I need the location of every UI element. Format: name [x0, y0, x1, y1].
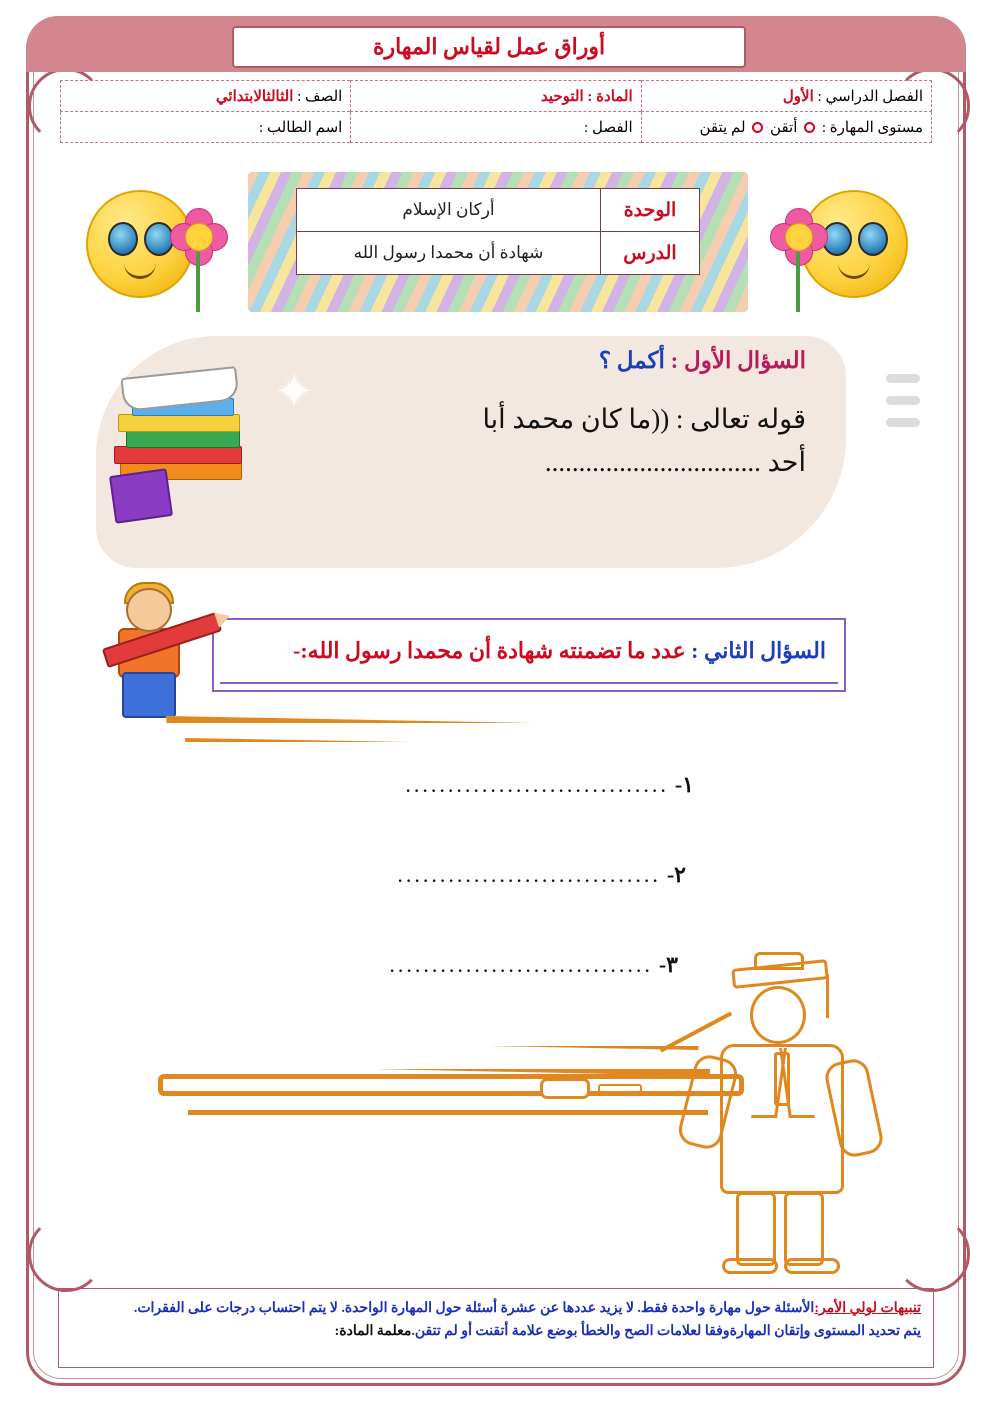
- book-icon: [126, 430, 240, 448]
- flower-core-icon: [785, 223, 813, 251]
- footer-notes: [58, 1288, 934, 1368]
- mouth-icon: [124, 262, 156, 279]
- term-label: الفصل الدراسي :: [817, 88, 923, 105]
- unit-key: الوحدة: [601, 189, 700, 232]
- footer-note-line-1: [71, 1297, 921, 1320]
- footer-note-title: تنبيهات لولي الأمر:: [814, 1301, 921, 1316]
- answer-number-3: ٣-: [658, 952, 678, 977]
- question-2-instruction: عدد ما تضمنته شهادة أن محمدا رسول الله:-: [293, 638, 686, 663]
- header-info-table: [60, 80, 932, 143]
- student-label: اسم الطالب :: [259, 119, 343, 136]
- blackboard: [148, 716, 752, 1136]
- shoe-icon: [722, 1258, 778, 1274]
- radio-not-mastered[interactable]: [752, 122, 763, 133]
- list-item: [174, 862, 694, 888]
- answer-blank-1[interactable]: ................................: [544, 447, 761, 478]
- skill-not-mastered-label: لم يتقن: [699, 119, 746, 136]
- footer-note-line-2: [71, 1320, 921, 1343]
- question-1-instruction: أكمل ؟: [598, 348, 665, 373]
- subject-label: المادة :: [587, 88, 633, 105]
- table-row: [297, 232, 700, 275]
- leg-icon: [736, 1192, 776, 1266]
- footer-note-text-2: يتم تحديد المستوى وإتقان المهارةوفقا لعلامات الصح والخطأ بوضع علامة أتقنت أو لم تتقن.: [411, 1324, 921, 1340]
- question-2-heading: [293, 638, 826, 664]
- skill-level-label: مستوى المهارة :: [821, 119, 923, 136]
- dash-icon: [886, 418, 920, 427]
- class-label: الفصل :: [584, 119, 633, 136]
- answer-number-1: ١-: [674, 772, 694, 797]
- flower-core-icon: [185, 223, 213, 251]
- edge-dashes-decoration: [880, 374, 920, 464]
- student-cell: [61, 112, 351, 143]
- pants-icon: [122, 672, 176, 718]
- flower-icon-right: [770, 208, 826, 264]
- question-1-body: [246, 398, 806, 484]
- grade-cell: [61, 81, 351, 112]
- leg-icon: [784, 1192, 824, 1266]
- skill-mastered-label: أتقن: [770, 119, 798, 136]
- question-1-label: السؤال الأول: [684, 348, 806, 373]
- flower-icon-left: [170, 208, 226, 264]
- answer-blank-q2-2[interactable]: ...............................: [397, 862, 661, 887]
- footer-signature: معلمة المادة:: [334, 1324, 412, 1340]
- table-row: [61, 112, 932, 143]
- lesson-value: شهادة أن محمدا رسول الله: [297, 232, 601, 275]
- list-item: [174, 952, 694, 978]
- book-icon: [114, 446, 242, 464]
- lesson-key: الدرس: [601, 232, 700, 275]
- unit-value: أركان الإسلام: [297, 189, 601, 232]
- chalk-icon: [598, 1084, 642, 1093]
- question-1-separator: :: [664, 348, 685, 373]
- page-title: [232, 26, 746, 68]
- grade-label: الصف :: [297, 88, 343, 105]
- term-cell: [641, 81, 931, 112]
- tassel-icon: [826, 974, 831, 1018]
- dash-icon: [886, 374, 920, 383]
- question-2-label: السؤال الثاني: [703, 638, 826, 663]
- head-icon: [126, 588, 172, 632]
- class-cell: [351, 112, 641, 143]
- subject-value: التوحيد: [540, 88, 584, 105]
- boy-with-pencil-icon: [100, 578, 210, 728]
- eraser-icon: [540, 1078, 590, 1099]
- question-2-separator: :: [685, 638, 704, 663]
- term-value: الأول: [782, 88, 814, 105]
- question-1-heading: [599, 348, 806, 374]
- sparkle-icon: ✦: [274, 366, 314, 417]
- shoe-icon: [784, 1258, 840, 1274]
- tie-icon: [774, 1052, 790, 1106]
- teacher-illustration: [680, 948, 900, 1278]
- radio-mastered[interactable]: [804, 122, 815, 133]
- question-1-line-2: [246, 441, 806, 484]
- book-icon: [118, 414, 240, 432]
- book-stack-icon: [104, 366, 254, 516]
- question-1-line-2-text: أحد: [767, 447, 806, 478]
- blackboard-ledge: [158, 1074, 744, 1096]
- book-icon-purple: [109, 468, 173, 524]
- graduation-cap-top-icon: [754, 952, 804, 970]
- grade-value: الثالثالابتدائي: [215, 88, 294, 105]
- skill-level-cell: [641, 112, 931, 143]
- question-2-panel: [212, 618, 846, 692]
- answer-blank-q2-3[interactable]: ...............................: [389, 952, 653, 977]
- dash-icon: [886, 396, 920, 405]
- answer-number-2: ٢-: [666, 862, 686, 887]
- head-icon: [750, 986, 806, 1044]
- eye-icon: [858, 222, 888, 256]
- blackboard-stand: [188, 1094, 708, 1115]
- subject-cell: [351, 81, 641, 112]
- unit-lesson-table: [296, 188, 700, 275]
- stem-icon: [196, 252, 200, 312]
- stem-icon: [796, 252, 800, 312]
- answer-blank-q2-1[interactable]: ...............................: [405, 772, 669, 797]
- list-item: [174, 772, 694, 798]
- eye-icon: [108, 222, 138, 256]
- question-1-line-1: قوله تعالى : ((ما كان محمد أبا: [482, 404, 806, 434]
- answer-lines: [174, 772, 694, 1042]
- table-row: [297, 189, 700, 232]
- mouth-icon: [838, 262, 870, 279]
- page-title-text: أوراق عمل لقياس المهارة: [372, 34, 606, 59]
- footer-note-text-1: الأسئلة حول مهارة واحدة فقط. لا يزيد عددها عن عشرة أسئلة حول المهارة الواحدة. لا يتم احتساب درجات على الفقرات.: [133, 1301, 815, 1316]
- table-row: [61, 81, 932, 112]
